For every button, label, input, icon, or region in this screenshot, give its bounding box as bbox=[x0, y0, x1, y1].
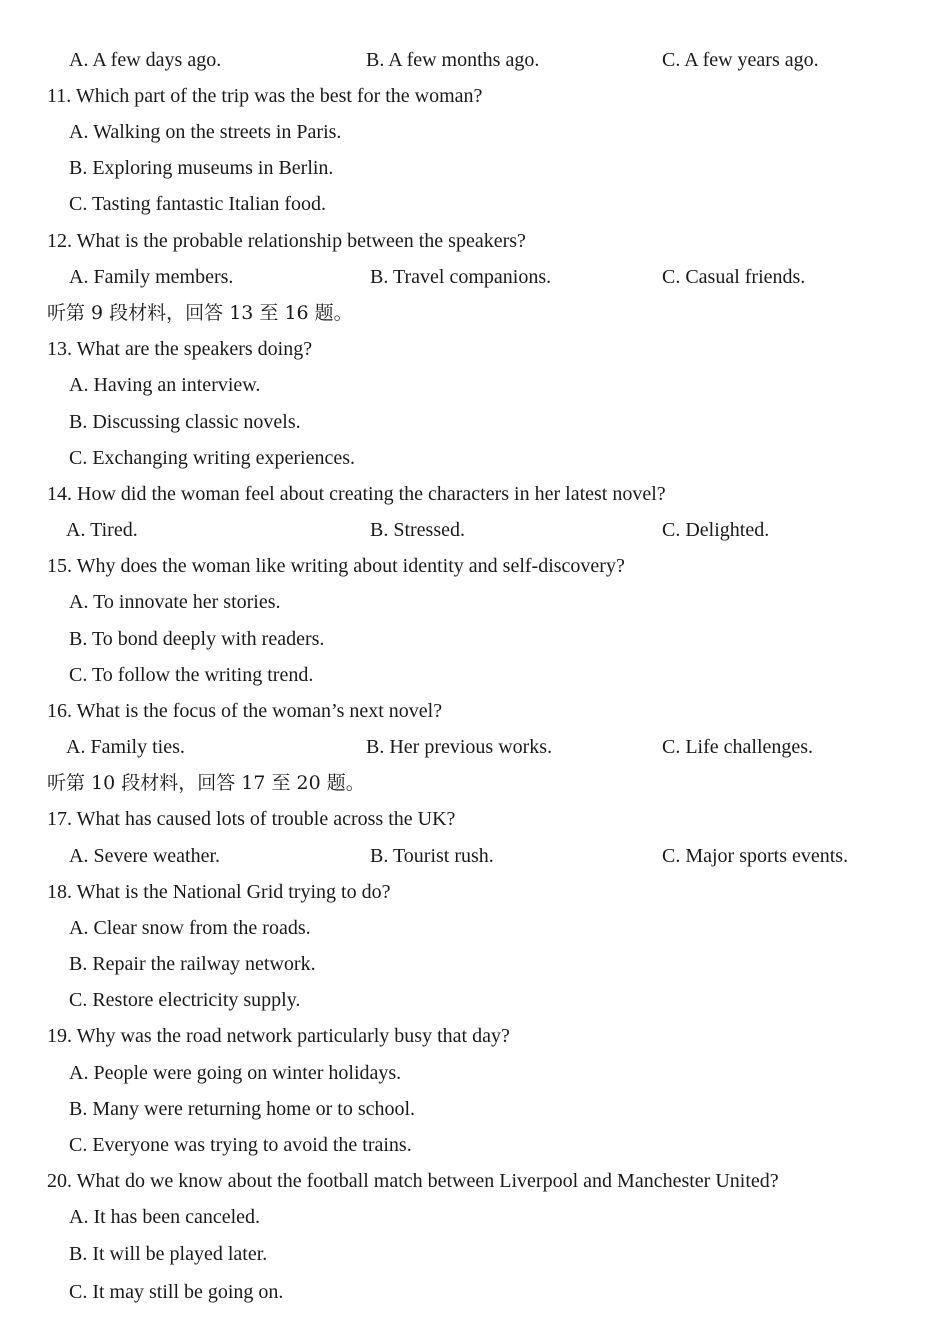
truncated-option-c bbox=[60, 1276, 340, 1303]
option-c: C. Delighted. bbox=[662, 519, 770, 541]
option-c: C. Life challenges. bbox=[662, 736, 814, 758]
option-b: B. Discussing classic novels. bbox=[69, 411, 301, 433]
option-b: B. Repair the railway network. bbox=[69, 953, 316, 975]
question-13: 13. What are the speakers doing? bbox=[47, 338, 313, 360]
option-c: C. Restore electricity supply. bbox=[69, 989, 301, 1011]
option-b: B. A few months ago. bbox=[366, 49, 540, 71]
option-a: A. Clear snow from the roads. bbox=[69, 917, 311, 939]
option-a: A. Family members. bbox=[69, 266, 234, 288]
option-b: B. To bond deeply with readers. bbox=[69, 628, 325, 650]
option-c: C. Everyone was trying to avoid the trains. bbox=[69, 1134, 412, 1156]
option-b: B. Stressed. bbox=[370, 519, 465, 541]
option-a: A. Walking on the streets in Paris. bbox=[69, 121, 342, 143]
option-c: C. To follow the writing trend. bbox=[69, 664, 314, 686]
option-a: A. Having an interview. bbox=[69, 374, 261, 396]
option-c: C. Exchanging writing experiences. bbox=[69, 447, 356, 469]
section-heading-10: 听第 10 段材料，回答 17 至 20 题。 bbox=[47, 772, 365, 794]
option-a: A. A few days ago. bbox=[69, 49, 222, 71]
option-c: C. Casual friends. bbox=[662, 266, 806, 288]
option-b: B. It will be played later. bbox=[69, 1243, 268, 1265]
option-a: A. Family ties. bbox=[66, 736, 185, 758]
question-11: 11. Which part of the trip was the best for the woman? bbox=[47, 85, 483, 107]
option-c: C. It may still be going on. bbox=[69, 1281, 284, 1303]
option-a: A. It has been canceled. bbox=[69, 1206, 261, 1228]
option-a: A. To innovate her stories. bbox=[69, 591, 281, 613]
option-b: B. Exploring museums in Berlin. bbox=[69, 157, 334, 179]
section-heading-9: 听第 9 段材料，回答 13 至 16 题。 bbox=[47, 302, 353, 324]
option-a: A. Severe weather. bbox=[69, 845, 221, 867]
option-b: B. Many were returning home or to school. bbox=[69, 1098, 416, 1120]
question-17: 17. What has caused lots of trouble across the UK? bbox=[47, 808, 456, 830]
option-c: C. Tasting fantastic Italian food. bbox=[69, 193, 327, 215]
option-b: B. Tourist rush. bbox=[370, 845, 494, 867]
question-14: 14. How did the woman feel about creating the characters in her latest novel? bbox=[47, 483, 666, 505]
question-20: 20. What do we know about the football match between Liverpool and Manchester United? bbox=[47, 1170, 779, 1192]
question-16: 16. What is the focus of the woman’s next novel? bbox=[47, 700, 443, 722]
option-b: B. Her previous works. bbox=[366, 736, 553, 758]
question-12: 12. What is the probable relationship between the speakers? bbox=[47, 230, 526, 252]
question-15: 15. Why does the woman like writing about identity and self-discovery? bbox=[47, 555, 625, 577]
question-19: 19. Why was the road network particularly busy that day? bbox=[47, 1025, 510, 1047]
option-c: C. A few years ago. bbox=[662, 49, 819, 71]
option-a: A. People were going on winter holidays. bbox=[69, 1062, 402, 1084]
option-a: A. Tired. bbox=[66, 519, 138, 541]
question-18: 18. What is the National Grid trying to do? bbox=[47, 881, 391, 903]
option-b: B. Travel companions. bbox=[370, 266, 552, 288]
option-c: C. Major sports events. bbox=[662, 845, 849, 867]
